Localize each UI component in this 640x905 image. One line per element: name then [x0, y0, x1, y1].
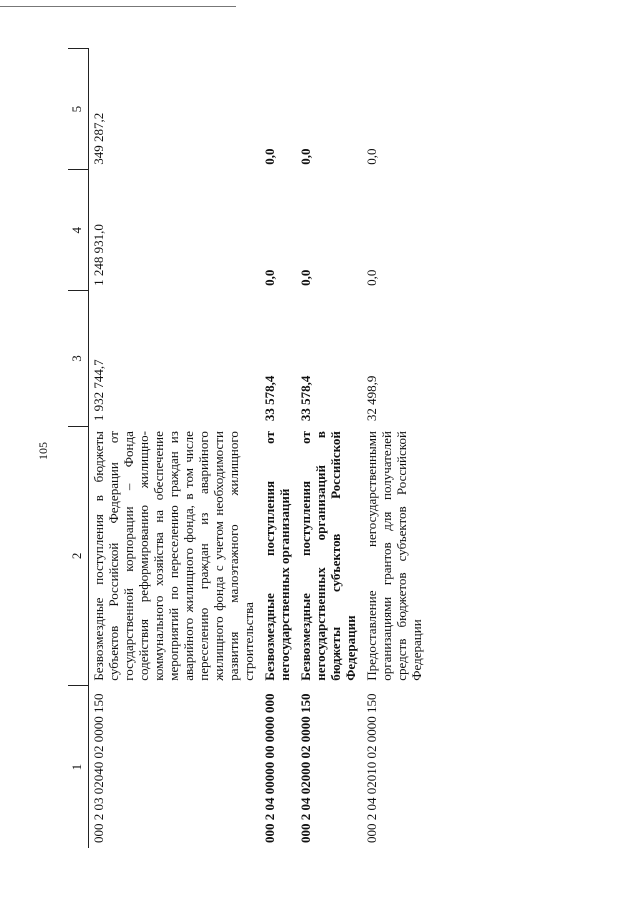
budget-table	[68, 48, 428, 848]
header-row	[68, 49, 89, 849]
header-cell-5: 5	[68, 49, 89, 170]
row-code: 000 2 04 02000 02 0000 150	[298, 693, 313, 843]
header-cell-1: 1	[68, 686, 89, 848]
row-value-col5: 0,0	[364, 148, 379, 165]
page-number: 105	[36, 442, 50, 460]
row-value-col5: 0,0	[298, 148, 313, 165]
top-rule	[0, 6, 236, 7]
row-description: Безвозмездные поступления в бюджеты субъектов Российской Федерации от государственной корпорации – Фонда содействия реформированию жилищно-коммунального хозяйства на обеспечение мероприятий по переселению граждан из аварийного жилищного фонда, в том числе переселению граждан из аварийного жилищного фонда с учетом необходимости развития малоэтажного жилищного строительства	[91, 431, 256, 681]
table-row	[296, 49, 362, 849]
header-cell-3: 3	[68, 291, 89, 426]
row-value-col4: 1 248 931,0	[91, 224, 106, 286]
header-cell-2: 2	[68, 426, 89, 686]
row-code: 000 2 04 00000 00 0000 000	[262, 693, 277, 843]
row-description: Предоставление негосударственными организациями грантов для получателей средств бюджетов субъектов Российской Федерации	[364, 431, 424, 681]
row-value-col3: 1 932 744,7	[91, 359, 106, 422]
row-value-col3: 32 498,9	[364, 375, 379, 422]
table-row	[260, 49, 296, 849]
row-value-col3: 33 578,4	[262, 375, 277, 422]
row-description: Безвозмездные поступления от негосударственных организаций	[262, 431, 292, 681]
row-description: Безвозмездные поступления от негосударственных организаций в бюджеты субъектов Российской Федерации	[298, 431, 358, 681]
header-cell-4: 4	[68, 170, 89, 291]
rotated-table-sheet	[68, 48, 588, 848]
row-value-col4: 0,0	[298, 269, 313, 286]
row-value-col5: 349 287,2	[91, 112, 106, 165]
table-row	[89, 49, 261, 849]
row-code: 000 2 03 02040 02 0000 150	[91, 693, 106, 843]
table-row	[362, 49, 428, 849]
row-value-col5: 0,0	[262, 148, 277, 165]
row-value-col4: 0,0	[262, 269, 277, 286]
row-code: 000 2 04 02010 02 0000 150	[364, 693, 379, 843]
row-value-col4: 0,0	[364, 269, 379, 286]
row-value-col3: 33 578,4	[298, 375, 313, 422]
